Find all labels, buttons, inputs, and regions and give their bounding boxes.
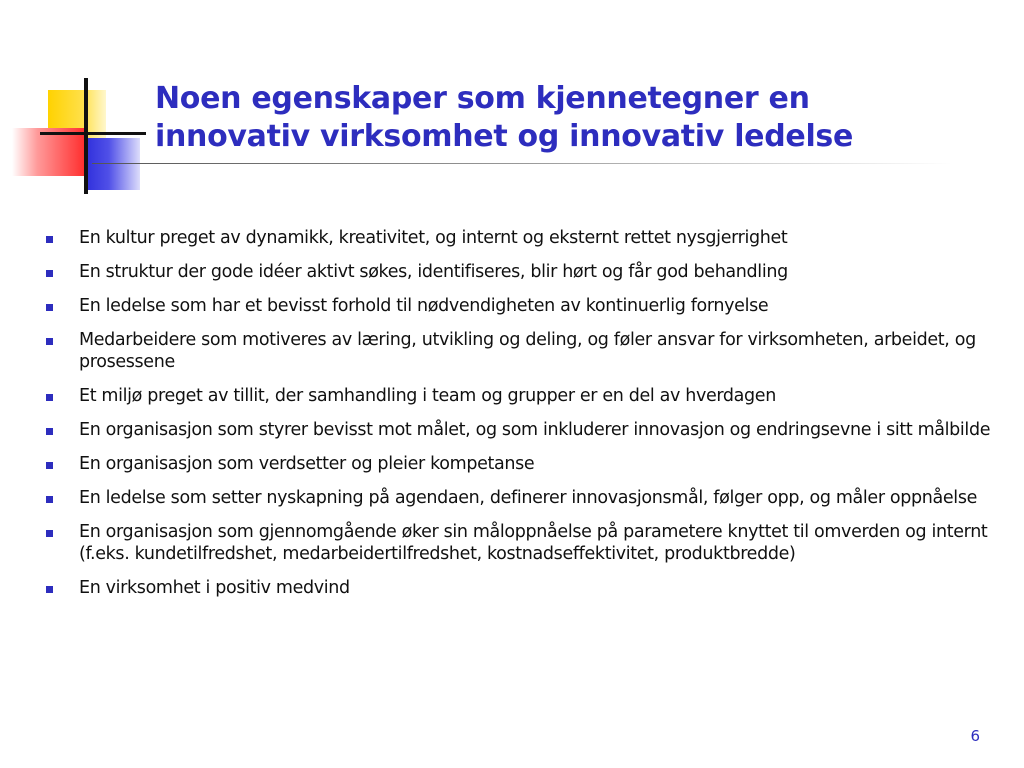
slide-title-line-2: innovativ virksomhet og innovativ ledelse <box>155 119 854 154</box>
bullet-square-icon <box>46 462 53 469</box>
deco-blue-square <box>88 138 140 190</box>
bullet-square-icon <box>46 236 53 243</box>
bullet-square-icon <box>46 496 53 503</box>
bullet-item <box>45 577 1017 599</box>
deco-red-square <box>12 128 84 176</box>
bullet-item <box>45 329 1017 373</box>
bullet-square-icon <box>46 304 53 311</box>
bullet-item <box>45 453 1017 475</box>
bullet-text: En ledelse som setter nyskapning på agendaen, definerer innovasjonsmål, følger opp, og måler oppnåelse <box>79 488 978 508</box>
bullet-item <box>45 521 1017 565</box>
decorative-logo <box>0 0 160 200</box>
deco-vertical-line <box>84 78 88 194</box>
bullet-square-icon <box>46 530 53 537</box>
bullet-text: Medarbeidere som motiveres av læring, utvikling og deling, og føler ansvar for virksomheten, arbeidet, og prosessene <box>79 330 976 372</box>
bullet-item <box>45 385 1017 407</box>
bullet-text: En organisasjon som styrer bevisst mot målet, og som inkluderer innovasjon og endringsevne i sitt målbilde <box>79 420 991 440</box>
bullet-text: En ledelse som har et bevisst forhold til nødvendigheten av kontinuerlig fornyelse <box>79 296 769 316</box>
bullet-item <box>45 419 1017 441</box>
bullet-text: En organisasjon som verdsetter og pleier kompetanse <box>79 454 535 474</box>
bullet-text: En struktur der gode idéer aktivt søkes, identifiseres, blir hørt og får god behandling <box>79 262 788 282</box>
bullet-square-icon <box>46 586 53 593</box>
bullet-text: Et miljø preget av tillit, der samhandling i team og grupper er en del av hverdagen <box>79 386 776 406</box>
bullet-text: En kultur preget av dynamikk, kreativitet, og internt og eksternt rettet nysgjerrighet <box>79 228 788 248</box>
bullet-text: En virksomhet i positiv medvind <box>79 578 350 598</box>
slide-title <box>155 80 975 156</box>
bullet-item <box>45 487 1017 509</box>
bullet-list <box>45 227 1017 611</box>
bullet-item <box>45 261 1017 283</box>
bullet-square-icon <box>46 428 53 435</box>
slide-title-line-1: Noen egenskaper som kjennetegner en <box>155 81 810 116</box>
deco-horizontal-line <box>40 132 146 135</box>
bullet-square-icon <box>46 338 53 345</box>
bullet-square-icon <box>46 270 53 277</box>
bullet-square-icon <box>46 394 53 401</box>
title-divider <box>92 163 952 164</box>
page-number: 6 <box>970 727 980 745</box>
bullet-text: En organisasjon som gjennomgående øker sin måloppnåelse på parametere knyttet til omverden og internt (f.eks. kundetilfredshet, medarbeidertilfredshet, kostnadseffektivitet, produktbredde) <box>79 522 988 564</box>
bullet-item <box>45 295 1017 317</box>
bullet-item <box>45 227 1017 249</box>
